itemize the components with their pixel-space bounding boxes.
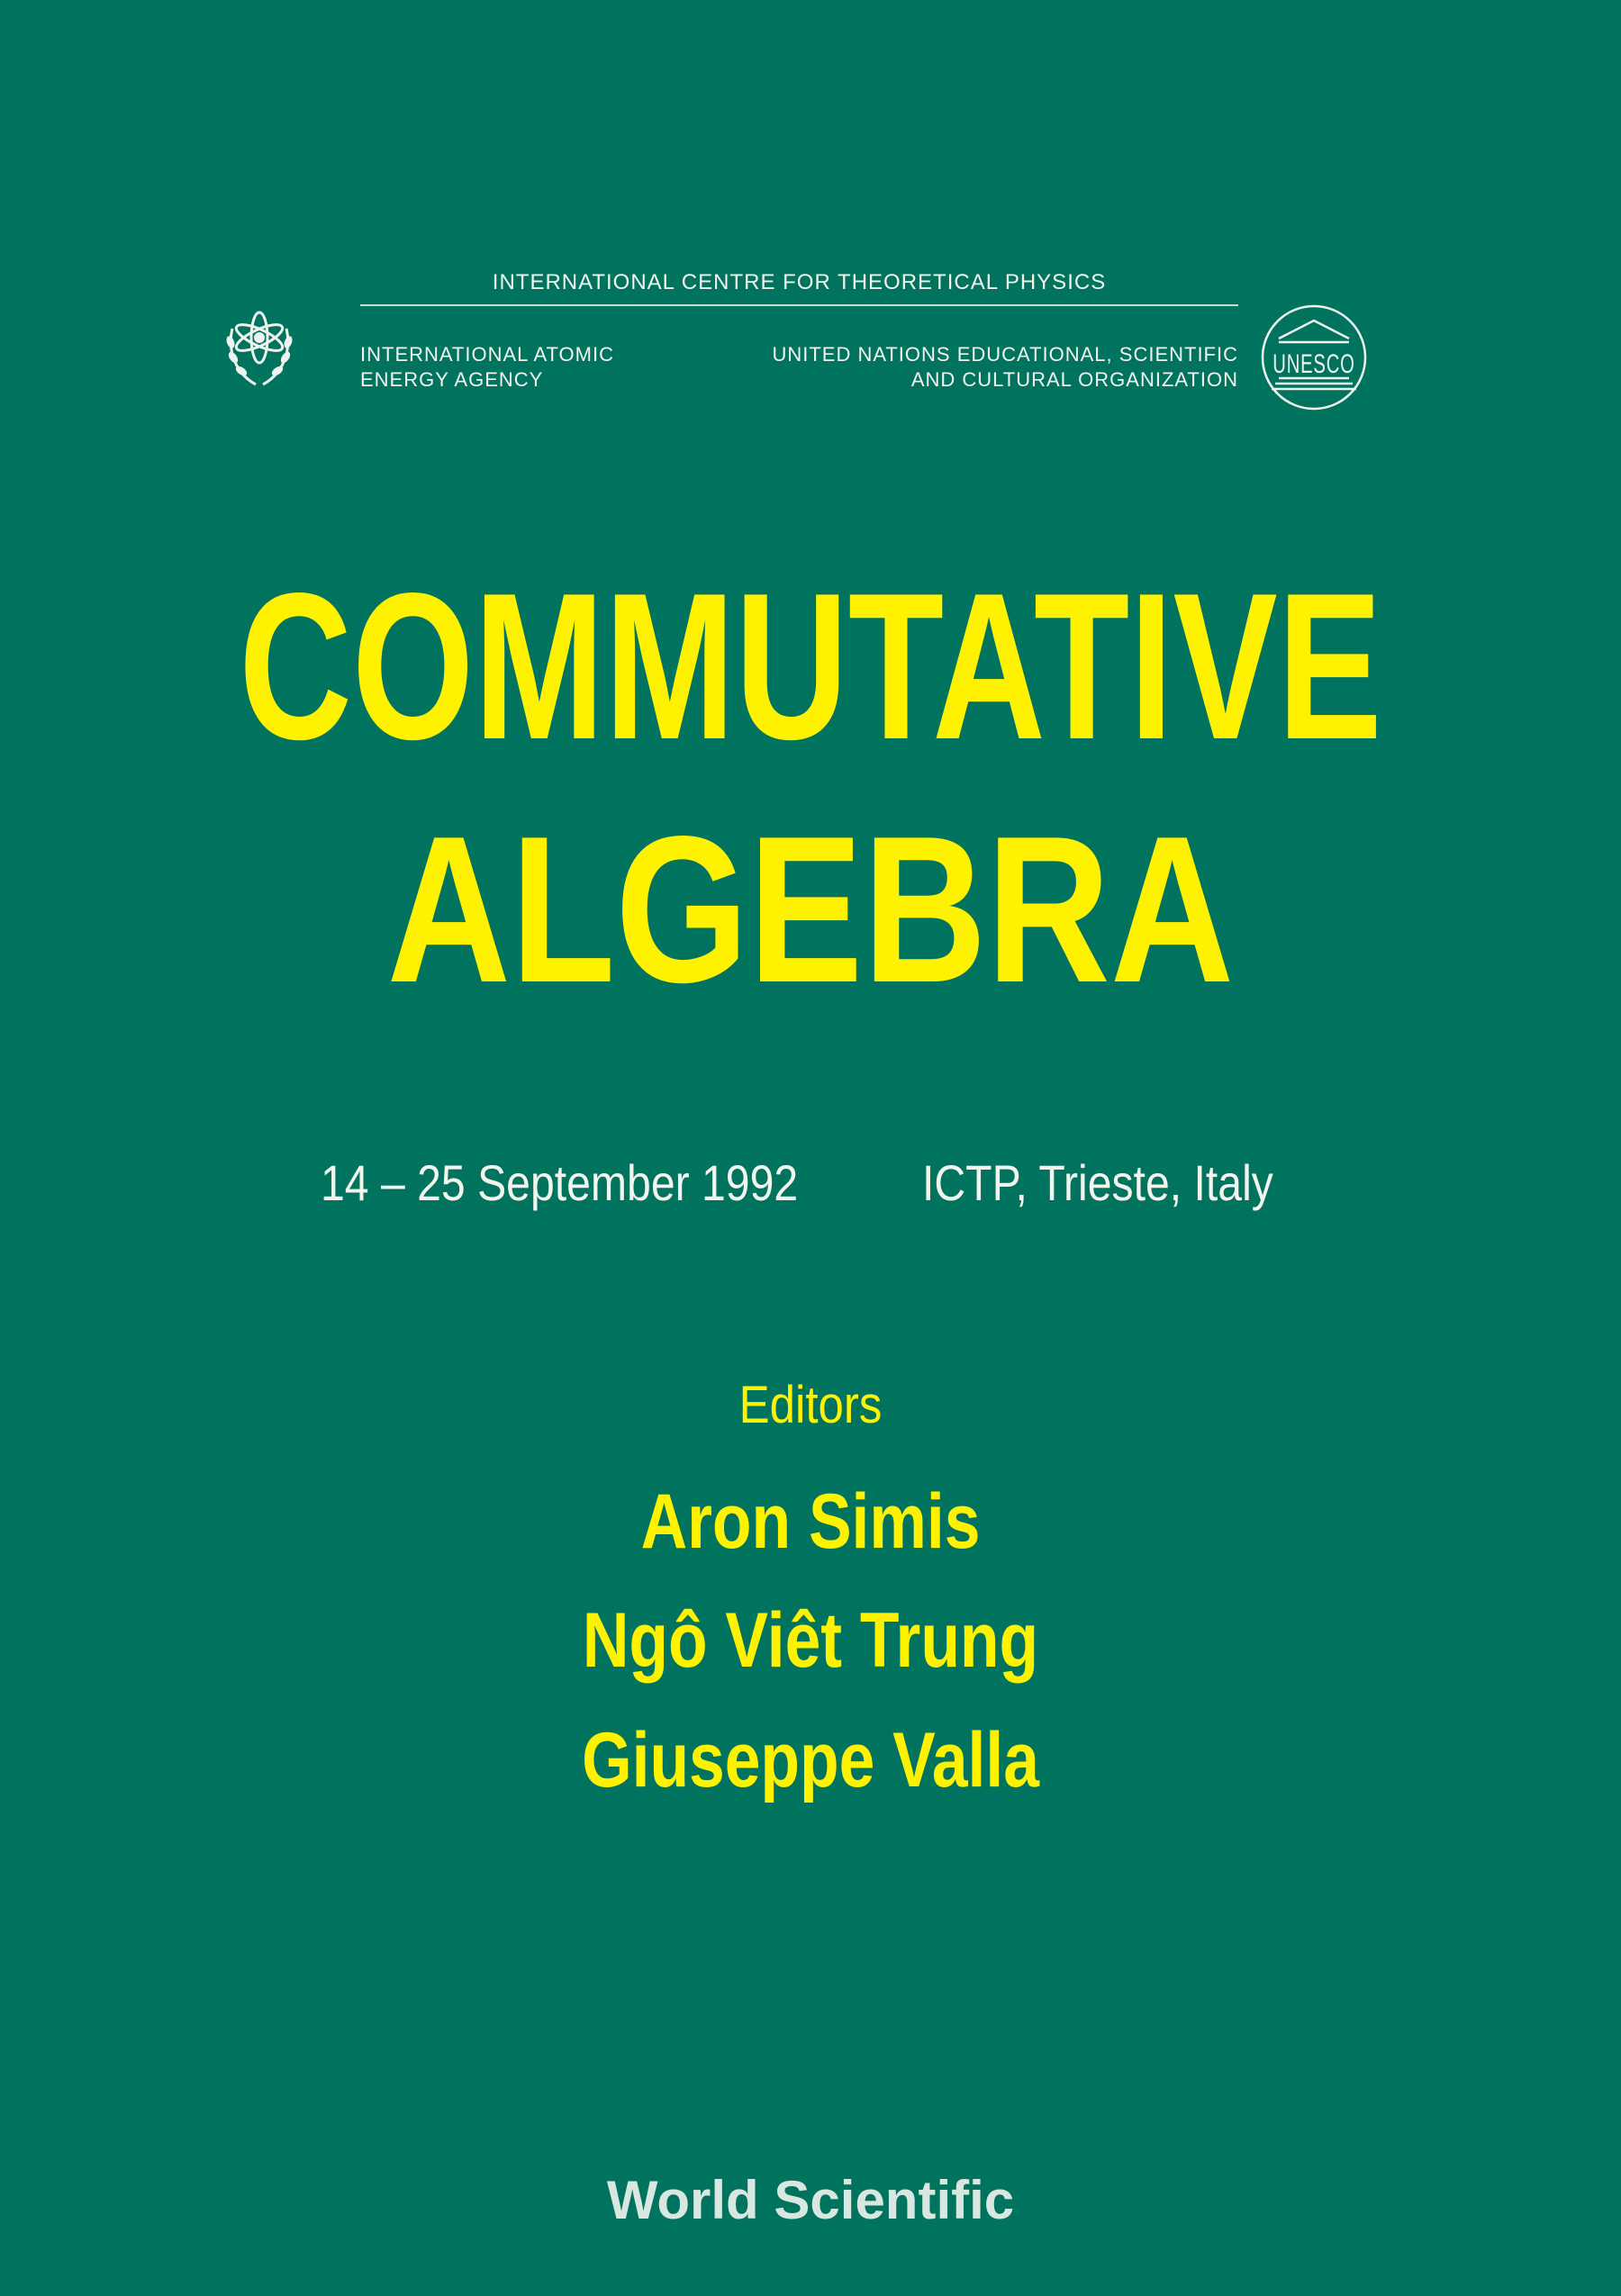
title-line-2: ALGEBRA — [386, 793, 1235, 1026]
title-line-1: COMMUTATIVE — [239, 550, 1382, 783]
header-divider — [360, 304, 1238, 306]
editor-name: Giuseppe Valla — [582, 1717, 1039, 1803]
svg-text:UNESCO: UNESCO — [1272, 349, 1355, 379]
conference-dates: 14 – 25 September 1992 — [321, 1154, 799, 1211]
editor-name: Ngô Viêt Trung — [582, 1597, 1039, 1684]
publisher-name: World Scientific — [606, 2170, 1015, 2230]
atom-laurel-icon — [225, 302, 294, 392]
iaea-line2: ENERGY AGENCY — [360, 368, 544, 391]
conference-place: ICTP, Trieste, Italy — [922, 1154, 1273, 1211]
unesco-line2: AND CULTURAL ORGANIZATION — [910, 368, 1238, 391]
temple-icon — [1259, 303, 1369, 412]
editors-label: Editors — [738, 1376, 883, 1434]
iaea-name — [360, 342, 614, 393]
unesco-name — [720, 342, 1238, 393]
iaea-line1: INTERNATIONAL ATOMIC — [360, 343, 614, 366]
editor-name: Aron Simis — [640, 1478, 981, 1565]
unesco-line1: UNITED NATIONS EDUCATIONAL, SCIENTIFIC — [772, 343, 1238, 366]
icpt-heading: INTERNATIONAL CENTRE FOR THEORETICAL PHYSICS — [492, 270, 1107, 294]
